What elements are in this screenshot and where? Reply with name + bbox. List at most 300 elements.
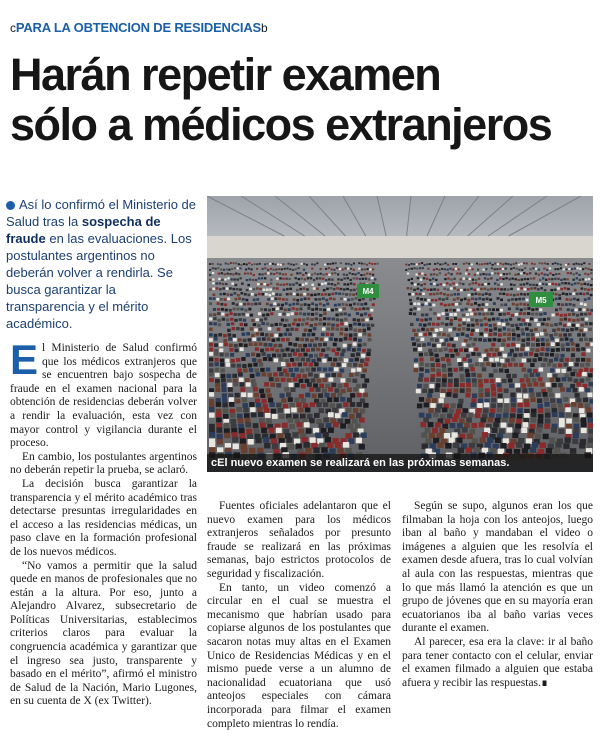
crowd-figure (561, 282, 564, 284)
crowd-figure (314, 362, 318, 366)
crowd-figure (480, 323, 484, 326)
crowd-figure (244, 293, 247, 296)
crowd-figure (466, 302, 469, 305)
crowd-figure (314, 354, 318, 358)
crowd-figure (335, 262, 337, 264)
crowd-figure (531, 333, 535, 336)
crowd-figure (467, 434, 473, 440)
crowd-figure (505, 319, 508, 322)
crowd-figure (414, 267, 416, 269)
crowd-figure (535, 434, 541, 440)
crowd-figure (318, 298, 321, 301)
crowd-figure (360, 359, 364, 363)
crowd-figure (432, 278, 434, 280)
crowd-figure (565, 293, 568, 296)
crowd-figure (366, 352, 370, 356)
crowd-figure (340, 288, 343, 290)
crowd-figure (236, 327, 240, 330)
crowd-figure (475, 293, 478, 296)
crowd-figure (510, 349, 514, 353)
crowd-figure (353, 283, 356, 285)
crowd-figure (289, 424, 295, 429)
crowd-figure (324, 264, 326, 266)
crowd-figure (226, 287, 229, 289)
crowd-figure (435, 358, 439, 362)
crowd-figure (264, 277, 266, 279)
crowd-figure (336, 318, 339, 321)
crowd-figure (303, 344, 307, 348)
crowd-figure (235, 262, 237, 264)
crowd-figure (311, 378, 316, 382)
crowd-figure (333, 288, 336, 290)
crowd-figure (527, 433, 533, 439)
crowd-figure (350, 279, 352, 281)
crowd-figure (441, 322, 445, 325)
crowd-figure (499, 277, 501, 279)
crowd-figure (437, 317, 440, 320)
crowd-figure (331, 268, 333, 270)
crowd-figure (531, 343, 535, 347)
crowd-figure (488, 417, 494, 422)
crowd-figure (221, 313, 224, 316)
crowd-figure (523, 394, 528, 399)
crowd-figure (517, 337, 521, 341)
crowd-figure (300, 369, 305, 373)
crowd-figure (417, 288, 420, 290)
crowd-figure (456, 352, 460, 356)
crowd-figure (538, 274, 540, 276)
crowd-figure (519, 353, 523, 357)
crowd-figure (263, 404, 268, 409)
crowd-figure (452, 282, 455, 284)
crowd-figure (298, 344, 302, 348)
crowd-figure (368, 333, 372, 336)
crowd-figure (356, 438, 362, 444)
crowd-figure (209, 302, 212, 305)
crowd-figure (411, 337, 415, 341)
crowd-figure (323, 368, 328, 372)
crowd-figure (357, 272, 359, 274)
crowd-figure (312, 333, 316, 336)
crowd-figure (425, 369, 430, 373)
crowd-figure (418, 378, 423, 382)
crowd-figure (497, 297, 500, 300)
crowd-figure (286, 268, 288, 270)
crowd-figure (473, 338, 477, 342)
crowd-figure (234, 313, 237, 316)
crowd-figure (548, 283, 551, 285)
crowd-figure (558, 294, 561, 297)
crowd-figure (231, 359, 235, 363)
crowd-figure (514, 274, 516, 276)
crowd-figure (251, 319, 254, 322)
crowd-figure (521, 332, 525, 335)
crowd-figure (274, 358, 278, 362)
crowd-figure (302, 274, 304, 276)
crowd-figure (432, 428, 438, 433)
crowd-figure (572, 292, 575, 295)
crowd-figure (335, 442, 341, 448)
crowd-figure (243, 408, 249, 413)
crowd-figure (272, 414, 278, 419)
crowd-figure (464, 348, 468, 352)
crowd-figure (222, 388, 227, 393)
crowd-figure (227, 263, 229, 265)
crowd-figure (484, 263, 486, 265)
crowd-figure (296, 272, 298, 274)
crowd-figure (576, 293, 579, 296)
crowd-figure (209, 333, 213, 336)
crowd-figure (426, 328, 430, 331)
crowd-figure (268, 309, 271, 312)
crowd-figure (587, 283, 590, 285)
crowd-figure (456, 284, 459, 286)
crowd-figure (296, 303, 299, 306)
crowd-figure (362, 323, 366, 326)
crowd-figure (526, 273, 528, 275)
crowd-figure (457, 293, 460, 296)
crowd-figure (307, 293, 310, 296)
crowd-figure (346, 288, 349, 290)
crowd-figure (313, 428, 319, 433)
crowd-figure (530, 348, 534, 352)
crowd-figure (217, 439, 223, 445)
crowd-figure (327, 283, 330, 285)
crowd-figure (358, 299, 361, 302)
crowd-figure (217, 312, 220, 315)
crowd-figure (452, 344, 456, 348)
crowd-figure (433, 312, 436, 315)
crowd-figure (511, 408, 517, 413)
crowd-figure (220, 264, 222, 266)
crowd-figure (421, 304, 424, 307)
crowd-figure (417, 404, 422, 409)
crowd-figure (298, 429, 304, 434)
crowd-figure (246, 382, 251, 386)
crowd-figure (259, 273, 261, 275)
crowd-figure (576, 314, 579, 317)
crowd-figure (276, 278, 278, 280)
crowd-figure (491, 392, 496, 397)
crowd-figure (484, 288, 487, 290)
section-sign-right-label: M5 (535, 296, 547, 305)
crowd-figure (495, 358, 499, 362)
crowd-figure (566, 348, 570, 352)
crowd-figure (276, 403, 281, 408)
crowd-figure (488, 308, 491, 311)
crowd-figure (237, 308, 240, 311)
crowd-figure (234, 319, 237, 322)
crowd-figure (453, 368, 458, 372)
crowd-figure (241, 357, 245, 361)
crowd-figure (209, 322, 213, 325)
crowd-figure (340, 328, 344, 331)
crowd-figure (491, 403, 496, 408)
crowd-figure (447, 264, 449, 266)
crowd-figure (263, 357, 267, 361)
crowd-figure (424, 274, 426, 276)
crowd-figure (323, 417, 329, 422)
crowd-figure (560, 354, 564, 358)
crowd-figure (324, 354, 328, 358)
crowd-figure (428, 323, 432, 326)
crowd-figure (520, 284, 523, 286)
crowd-figure (471, 297, 474, 300)
crowd-figure (413, 289, 416, 291)
crowd-figure (353, 387, 358, 392)
crowd-figure (362, 307, 365, 310)
crowd-figure (515, 324, 519, 327)
crowd-figure (516, 304, 519, 307)
crowd-figure (484, 328, 488, 331)
crowd-figure (458, 362, 462, 366)
crowd-figure (507, 333, 511, 336)
crowd-figure (334, 367, 339, 371)
crowd-figure (362, 349, 366, 353)
crowd-figure (448, 368, 453, 372)
crowd-figure (306, 358, 310, 362)
crowd-figure (298, 363, 302, 367)
crowd-figure (579, 338, 583, 342)
crowd-figure (435, 388, 440, 393)
crowd-figure (500, 274, 502, 276)
crowd-figure (334, 397, 339, 402)
crowd-figure (261, 322, 265, 325)
crowd-figure (319, 384, 324, 388)
crowd-figure (339, 309, 342, 312)
crowd-figure (344, 333, 348, 336)
crowd-figure (516, 327, 520, 330)
crowd-figure (541, 343, 545, 347)
crowd-figure (360, 409, 366, 414)
crowd-figure (335, 413, 341, 418)
crowd-figure (513, 263, 515, 265)
crowd-figure (363, 329, 367, 332)
crowd-figure (537, 288, 540, 290)
crowd-figure (489, 333, 493, 336)
crowd-figure (244, 344, 248, 348)
crowd-figure (251, 334, 255, 337)
crowd-figure (555, 298, 558, 301)
crowd-figure (485, 303, 488, 306)
crowd-figure (242, 313, 245, 316)
crowd-figure (354, 308, 357, 311)
crowd-figure (471, 423, 477, 428)
crowd-figure (523, 262, 525, 264)
crowd-figure (579, 408, 585, 413)
crowd-figure (209, 363, 213, 367)
crowd-figure (425, 428, 431, 433)
crowd-figure (496, 378, 501, 382)
crowd-figure (310, 277, 312, 279)
crowd-figure (445, 354, 449, 358)
crowd-figure (412, 342, 416, 346)
crowd-figure (273, 344, 277, 348)
crowd-figure (585, 278, 587, 280)
crowd-figure (232, 302, 235, 305)
article-column-2 (207, 500, 391, 731)
crowd-figure (334, 272, 336, 274)
crowd-figure (308, 274, 310, 276)
crowd-figure (445, 419, 451, 424)
crowd-figure (342, 303, 345, 306)
crowd-figure (283, 284, 286, 286)
crowd-figure (246, 264, 248, 266)
crowd-figure (239, 288, 242, 290)
crowd-figure (209, 368, 214, 372)
crowd-figure (580, 283, 583, 285)
crowd-figure (224, 423, 230, 428)
crowd-figure (457, 309, 460, 312)
crowd-figure (270, 434, 276, 440)
crowd-figure (340, 262, 342, 264)
crowd-figure (363, 368, 368, 372)
crowd-figure (570, 358, 574, 362)
crowd-figure (252, 338, 256, 342)
crowd-figure (589, 338, 593, 342)
crowd-figure (446, 313, 449, 316)
crowd-figure (459, 418, 465, 423)
crowd-figure (586, 377, 591, 381)
crowd-figure (498, 399, 503, 404)
crowd-figure (483, 339, 487, 343)
crowd-figure (524, 288, 527, 290)
crowd-figure (264, 308, 267, 311)
crowd-figure (484, 323, 488, 326)
crowd-figure (483, 408, 489, 413)
crowd-figure (454, 337, 458, 341)
crowd-figure (319, 314, 322, 317)
crowd-figure (502, 379, 507, 383)
crowd-figure (416, 264, 418, 266)
crowd-figure (279, 357, 283, 361)
crowd-figure (261, 293, 264, 296)
crowd-figure (327, 308, 330, 311)
crowd-figure (283, 404, 288, 409)
crowd-figure (577, 267, 579, 269)
crowd-figure (588, 438, 593, 444)
crowd-figure (502, 263, 504, 265)
crowd-figure (235, 393, 240, 398)
crowd-figure (216, 427, 222, 432)
crowd-figure (490, 379, 495, 383)
crowd-figure (232, 288, 235, 290)
crowd-figure (492, 353, 496, 357)
crowd-figure (556, 378, 561, 382)
crowd-figure (215, 388, 220, 393)
crowd-figure (452, 417, 458, 422)
crowd-figure (273, 372, 278, 376)
crowd-figure (419, 373, 424, 377)
crowd-figure (442, 298, 445, 301)
crowd-figure (238, 297, 241, 300)
crowd-figure (265, 388, 270, 393)
crowd-figure (325, 299, 328, 302)
crowd-figure (460, 388, 465, 393)
crowd-figure (558, 273, 560, 275)
crowd-figure (504, 398, 509, 403)
crowd-figure (280, 349, 284, 353)
crowd-figure (301, 263, 303, 265)
crowd-figure (227, 273, 229, 275)
crowd-figure (230, 353, 234, 357)
crowd-figure (369, 262, 371, 264)
crowd-figure (263, 289, 266, 291)
crowd-figure (288, 397, 293, 402)
crowd-figure (352, 273, 354, 275)
crowd-figure (292, 269, 294, 271)
crowd-figure (311, 274, 313, 276)
crowd-figure (281, 319, 284, 322)
crowd-figure (229, 348, 233, 352)
crowd-figure (247, 284, 250, 286)
crowd-figure (256, 403, 261, 408)
crowd-figure (411, 268, 413, 270)
crowd-figure (315, 337, 319, 341)
crowd-figure (478, 379, 483, 383)
crowd-figure (463, 263, 465, 265)
crowd-figure (508, 307, 511, 310)
crowd-figure (319, 353, 323, 357)
crowd-figure (268, 343, 272, 347)
crowd-figure (326, 347, 330, 351)
crowd-figure (290, 328, 294, 331)
crowd-figure (533, 369, 538, 373)
crowd-figure (460, 378, 465, 382)
crowd-figure (475, 362, 479, 366)
crowd-figure (262, 268, 264, 270)
crowd-figure (581, 422, 587, 427)
crowd-figure (590, 399, 594, 404)
crowd-figure (566, 329, 570, 332)
crowd-figure (536, 427, 542, 432)
crowd-figure (347, 277, 349, 279)
crowd-figure (340, 423, 346, 428)
crowd-figure (213, 317, 216, 320)
crowd-figure (253, 299, 256, 302)
crowd-figure (368, 314, 371, 317)
crowd-figure (297, 422, 303, 427)
crowd-figure (489, 373, 494, 377)
crowd-figure (209, 407, 215, 412)
crowd-figure (511, 358, 515, 362)
crowd-figure (502, 293, 505, 296)
crowd-figure (275, 323, 279, 326)
crowd-figure (518, 279, 520, 281)
crowd-figure (557, 268, 559, 270)
crowd-figure (458, 318, 461, 321)
crowd-figure (329, 297, 332, 300)
crowd-figure (327, 263, 329, 265)
crowd-figure (416, 268, 418, 270)
crowd-figure (577, 282, 580, 284)
crowd-figure (544, 402, 549, 407)
crowd-figure (531, 418, 537, 423)
crowd-figure (573, 417, 579, 422)
crowd-figure (227, 277, 229, 279)
crowd-figure (238, 313, 241, 316)
crowd-figure (569, 293, 572, 296)
crowd-figure (313, 327, 317, 330)
crowd-figure (279, 372, 284, 376)
crowd-figure (340, 319, 343, 322)
crowd-figure (513, 267, 515, 269)
crowd-figure (267, 298, 270, 301)
crowd-figure (269, 377, 274, 381)
crowd-figure (430, 403, 435, 408)
crowd-figure (459, 282, 462, 284)
crowd-figure (535, 268, 537, 270)
